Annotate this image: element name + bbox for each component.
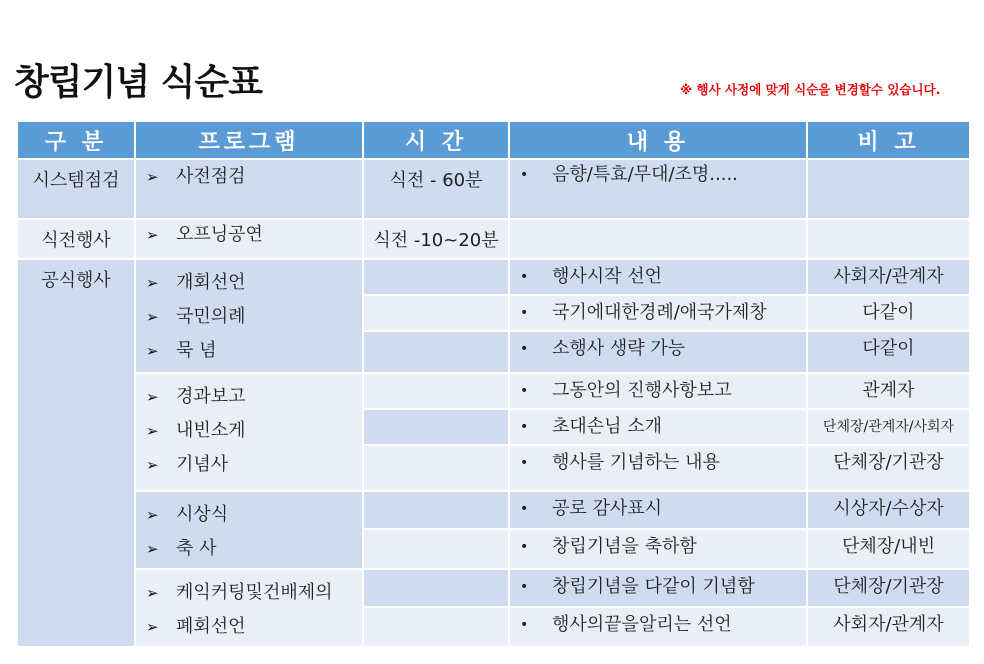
column-header-content: 내 용 [509, 121, 807, 159]
dot-bullet-icon: • [520, 269, 529, 285]
note-cell: 다같이 [807, 295, 970, 331]
dot-bullet-icon: • [520, 617, 529, 633]
dot-bullet-icon: • [520, 539, 529, 555]
program-item: ➢ 사전점검 [146, 166, 362, 200]
note-cell: 사회자/관계자 [807, 259, 970, 295]
time-cell [363, 259, 509, 295]
note-cell: 단체장/기관장 [807, 569, 970, 607]
content-text: 초대손님 소개 [552, 416, 663, 437]
category-cell: 시스템점검 [17, 159, 135, 219]
arrow-bullet-icon: ➢ [146, 540, 159, 558]
note-cell: 관계자 [807, 373, 970, 409]
note-cell: 단체장/관계자/사회자 [807, 409, 970, 445]
arrow-bullet-icon: ➢ [146, 274, 159, 292]
category-cell: 식전행사 [17, 219, 135, 259]
note-cell [807, 159, 970, 219]
note-cell: 단체장/내빈 [807, 529, 970, 569]
content-text: 음향/특효/무대/조명..... [552, 164, 738, 185]
arrow-bullet-icon: ➢ [146, 168, 159, 186]
content-text: 그동안의 진행사항보고 [552, 380, 732, 401]
content-text: 창립기념을 축하함 [552, 536, 697, 557]
table-row-pre-event [17, 219, 970, 259]
column-header-category: 구 분 [17, 121, 135, 159]
arrow-bullet-icon: ➢ [146, 618, 159, 636]
program-item: ➢ 기념사 [146, 448, 362, 482]
time-cell [363, 607, 509, 647]
time-cell: 식전 -10~20분 [363, 219, 509, 259]
program-item: ➢ 내빈소게 [146, 414, 362, 448]
dot-bullet-icon: • [520, 341, 529, 357]
note-cell: 다같이 [807, 331, 970, 373]
time-cell [363, 373, 509, 409]
content-text: 행사를 기념하는 내용 [552, 452, 720, 473]
arrow-bullet-icon: ➢ [146, 422, 159, 440]
program-item: ➢ 폐회선언 [146, 610, 362, 644]
time-cell [363, 569, 509, 607]
arrow-bullet-icon: ➢ [146, 388, 159, 406]
dot-bullet-icon: • [520, 167, 529, 183]
content-text: 창립기념을 다같이 기념함 [552, 576, 755, 597]
program-item: ➢ 축 사 [146, 532, 362, 566]
dot-bullet-icon: • [520, 305, 529, 321]
column-header-program: 프로그램 [135, 121, 363, 159]
ceremony-schedule-table [16, 120, 971, 648]
program-item: ➢ 국민의례 [146, 300, 362, 334]
program-item: ➢ 케익커팅및건배제의 [146, 576, 362, 610]
time-cell [363, 331, 509, 373]
program-item: ➢ 시상식 [146, 498, 362, 532]
program-item: ➢ 오프닝공연 [146, 224, 362, 258]
arrow-bullet-icon: ➢ [146, 342, 159, 360]
arrow-bullet-icon: ➢ [146, 226, 159, 244]
time-cell: 식전 - 60분 [363, 159, 509, 219]
program-item: ➢ 경과보고 [146, 380, 362, 414]
table-row [17, 491, 970, 529]
time-cell [363, 445, 509, 491]
dot-bullet-icon: • [520, 579, 529, 595]
dot-bullet-icon: • [520, 383, 529, 399]
column-header-time: 시 간 [363, 121, 509, 159]
table-row [17, 259, 970, 295]
dot-bullet-icon: • [520, 501, 529, 517]
schedule-change-notice: ※ 행사 사정에 맞게 식순을 변경할수 있습니다. [680, 82, 941, 97]
program-item: ➢ 묵 념 [146, 334, 362, 368]
table-row [17, 373, 970, 409]
note-cell: 사회자/관계자 [807, 607, 970, 647]
content-text: 소행사 생략 가능 [552, 338, 686, 359]
arrow-bullet-icon: ➢ [146, 308, 159, 326]
program-item: ➢ 개회선언 [146, 266, 362, 300]
column-header-note: 비 고 [807, 121, 970, 159]
dot-bullet-icon: • [520, 455, 529, 471]
note-cell [807, 219, 970, 259]
dot-bullet-icon: • [520, 419, 529, 435]
content-text: 공로 감사표시 [552, 498, 663, 519]
note-cell: 단체장/기관장 [807, 445, 970, 491]
time-cell [363, 491, 509, 529]
table-row-system-check [17, 159, 970, 219]
content-text: 행사의끝을알리는 선언 [552, 614, 732, 635]
arrow-bullet-icon: ➢ [146, 506, 159, 524]
content-text: 행사시작 선언 [552, 266, 663, 287]
note-cell: 시상자/수상자 [807, 491, 970, 529]
arrow-bullet-icon: ➢ [146, 456, 159, 474]
arrow-bullet-icon: ➢ [146, 584, 159, 602]
content-cell [509, 219, 807, 259]
time-cell [363, 295, 509, 331]
time-cell [363, 529, 509, 569]
time-cell [363, 409, 509, 445]
category-cell: 공식행사 [17, 259, 135, 647]
page-title: 창립기념 식순표 [14, 62, 262, 103]
table-row [17, 569, 970, 607]
content-text: 국기에대한경례/애국가제창 [552, 302, 767, 323]
